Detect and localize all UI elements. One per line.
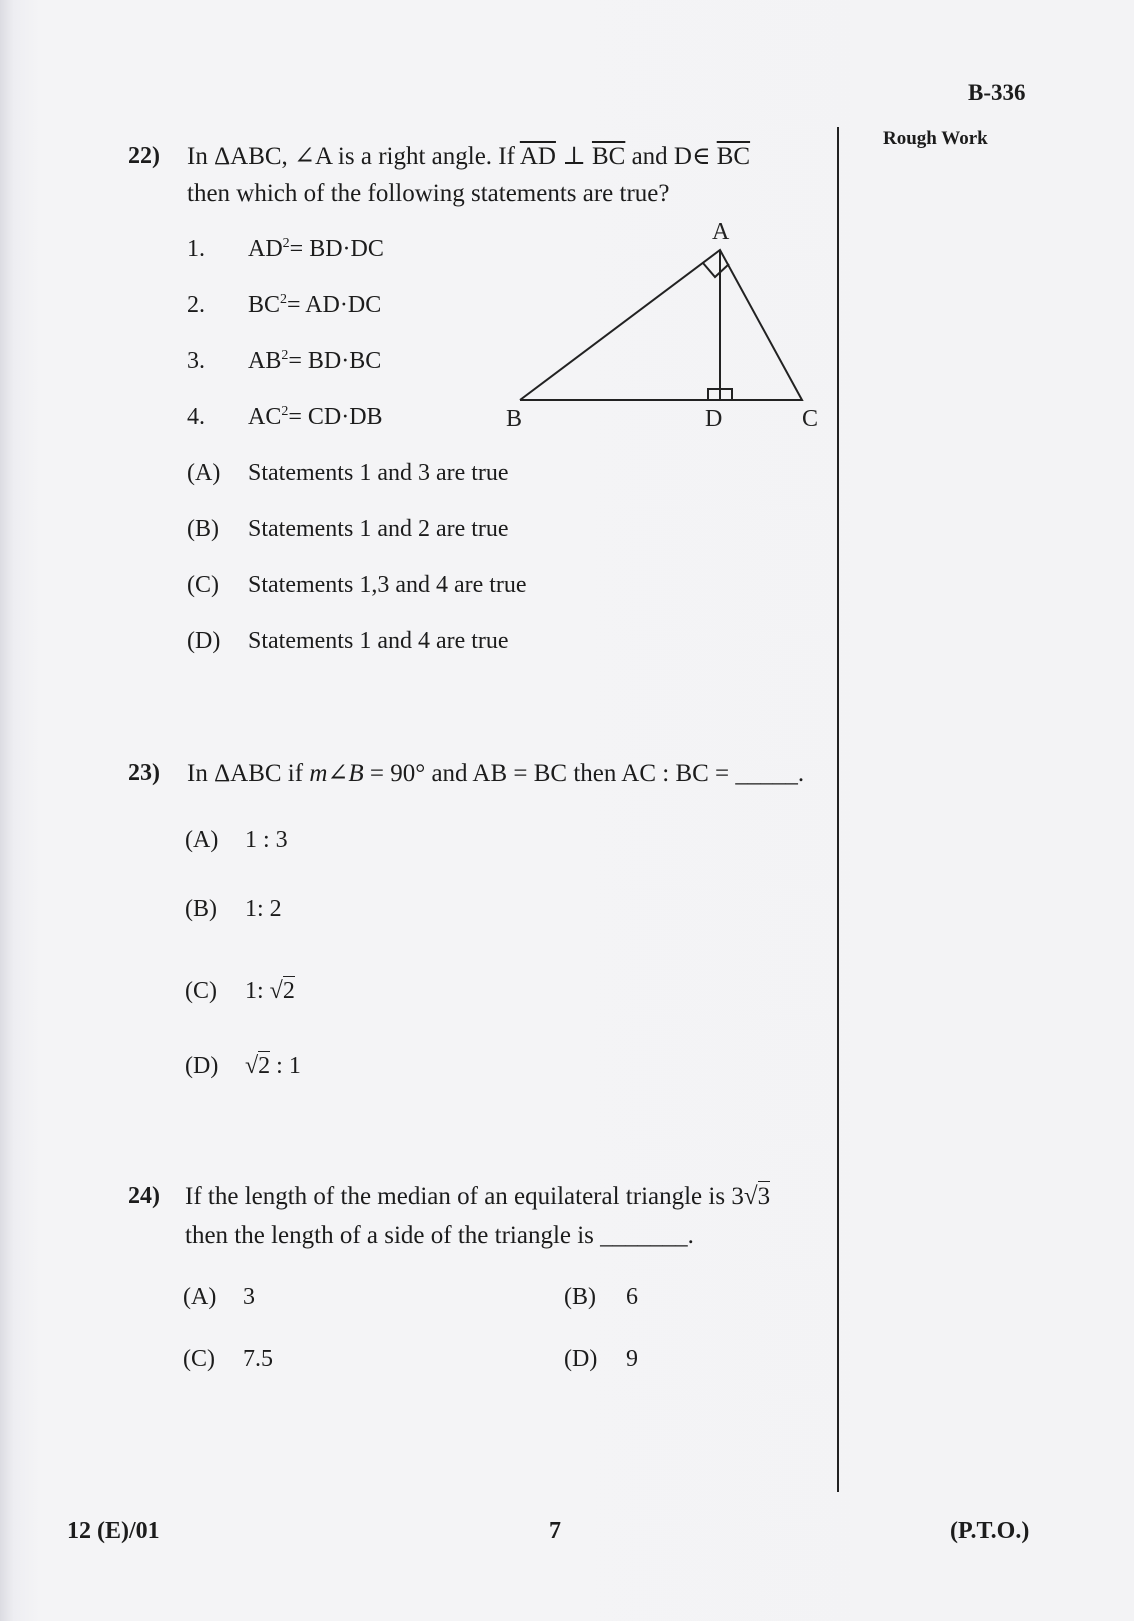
q24-line1 [185,1178,770,1215]
option-key: (A) [185,827,219,853]
option-text: Statements 1,3 and 4 are true [248,572,527,598]
q23-angle: m∠B [309,760,364,787]
q23-text-b: = 90° and AB = BC then AC : BC = _____. [363,760,805,787]
statement-number: 4. [187,404,205,430]
pto-label: (P.T.O.) [950,1518,1030,1544]
option-key: (C) [185,978,217,1004]
option-key: (B) [185,896,217,922]
statement-lhs: AD [248,236,283,262]
statement-rhs: = BD·DC [289,236,384,262]
q23-option-a [185,827,288,854]
option-key: (B) [187,516,219,542]
triangle-outline [520,250,802,400]
q24-option-a [183,1284,255,1311]
q24-number: 24) [128,1183,160,1209]
q23-option-c [185,978,295,1005]
q24-value-pre: 3√ [731,1183,758,1210]
rough-work-label: Rough Work [883,128,988,149]
radicand: 2 [282,978,295,1004]
statement-sup: 2 [281,404,289,419]
option-text: Statements 1 and 3 are true [248,460,509,486]
statement-sup: 2 [282,236,290,251]
q22-seg-ad: $\overline{AD}$ [519,143,556,170]
q22-text-a: In ΔABC, ∠A is a right angle. If [187,143,520,170]
statement-number: 2. [187,292,205,318]
q22-statement [187,292,381,319]
label-d: D [705,406,723,432]
option-key: (D) [187,628,221,654]
option-text-post: : 1 [270,1053,301,1079]
label-a: A [712,219,730,245]
statement-lhs: AC [248,404,282,430]
q23-question [187,755,804,792]
statement-number: 3. [187,348,205,374]
option-key: (A) [183,1284,217,1310]
triangle-figure [500,215,840,435]
statement-rhs: = AD·DC [287,292,382,318]
radicand: 2 [258,1053,271,1079]
q22-line1 [187,138,750,175]
q22-option-a [187,460,509,487]
q22-option-b [187,516,509,543]
statement-lhs: AB [248,348,282,374]
option-text: 6 [626,1284,638,1310]
q22-statement [187,236,384,263]
option-text: 7.5 [243,1346,273,1372]
label-b: B [506,406,523,432]
option-key: (A) [187,460,221,486]
q24-option-b [564,1284,638,1311]
option-text: 1 : 3 [245,827,288,853]
page-number: 7 [549,1518,561,1544]
statement-lhs: BC [248,292,281,318]
option-key: (D) [185,1053,219,1079]
q22-perp: ⊥ [555,143,592,170]
q22-seg-bc2: $\overline{BC}$ [716,143,751,170]
option-text: 3 [243,1284,255,1310]
option-text: 1: √ [245,978,283,1004]
option-text: 1: 2 [245,896,282,922]
q23-text-a: In ΔABC if [187,760,310,787]
option-key: (D) [564,1346,598,1372]
q24-option-c [183,1346,273,1373]
statement-rhs: = CD·DB [288,404,383,430]
q22-option-d [187,628,509,655]
q23-number: 23) [128,760,160,786]
q24-value-rad: 3 [757,1183,771,1210]
statement-number: 1. [187,236,205,262]
statement-rhs: = BD·BC [288,348,382,374]
footer-code: 12 (E)/01 [67,1518,160,1544]
option-key: (C) [187,572,219,598]
statement-sup: 2 [281,348,289,363]
option-text: √ [245,1053,259,1079]
statement-sup: 2 [280,292,288,307]
right-angle-mark-a [703,263,729,277]
q23-option-b [185,896,282,923]
label-c: C [802,406,819,432]
q22-statement [187,348,381,375]
option-text: Statements 1 and 2 are true [248,516,509,542]
q22-option-c [187,572,527,599]
q22-statement [187,404,383,431]
option-key: (C) [183,1346,215,1372]
option-key: (B) [564,1284,596,1310]
option-text: 9 [626,1346,638,1372]
q22-number: 22) [128,143,160,169]
q24-line2: then the length of a side of the triangle is _______. [185,1222,694,1249]
q22-line2: then which of the following statements are true? [187,180,670,207]
paper-code: B-336 [968,80,1026,105]
q24-option-d [564,1346,638,1373]
q23-option-d [185,1053,301,1080]
q22-and-d: and D∈ [625,143,717,170]
q22-seg-bc: $\overline{BC}$ [591,143,626,170]
q24-text-a: If the length of the median of an equilateral triangle is [185,1183,732,1210]
option-text: Statements 1 and 4 are true [248,628,509,654]
